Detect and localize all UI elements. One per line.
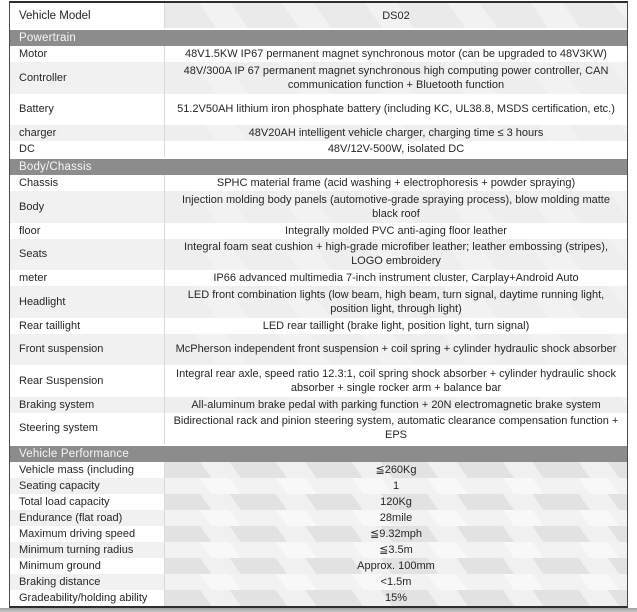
spec-value-text: ≦3.5m [379, 544, 413, 556]
spec-label [10, 526, 164, 542]
spec-value-text: ≦9.32mph [369, 528, 423, 540]
spec-label [10, 286, 164, 318]
spec-label-text: Seating capacity [19, 480, 100, 492]
spec-value-text: McPherson independent front suspension + coil spring + cylinder hydraulic shock absorber [175, 343, 617, 356]
spec-value-text: ≦260Kg [375, 464, 417, 476]
spec-value-text: Integral foam seat cushion + high-grade microfiber leather; leather embossing (stripes), LOGO embroidery [183, 241, 608, 268]
spec-row [10, 318, 627, 334]
spec-value [164, 94, 627, 126]
spec-row [10, 365, 627, 397]
spec-label [10, 558, 164, 574]
spec-value [164, 141, 627, 157]
section-header-bar [10, 446, 627, 462]
spec-value-text: Approx. 100mm [357, 560, 435, 572]
spec-label [10, 141, 164, 157]
spec-row [10, 223, 627, 239]
model-label-text: Vehicle Model [19, 9, 91, 22]
spec-value [164, 62, 627, 94]
spec-value-text: Integrally molded PVC anti-aging floor leather [285, 224, 507, 237]
spec-label [10, 365, 164, 397]
spec-value [164, 590, 627, 606]
spec-value-text: 48V1.5KW IP67 permanent magnet synchronous motor (can be upgraded to 48V3KW) [185, 48, 607, 60]
spec-label [10, 510, 164, 526]
spec-label-text: Rear taillight [19, 319, 81, 332]
spec-row [10, 125, 627, 141]
spec-row [10, 46, 627, 62]
spec-label-text: DC [19, 143, 35, 155]
spec-label-text: floor [19, 224, 41, 237]
spec-label [10, 542, 164, 558]
spec-label-text: charger [19, 127, 57, 139]
spec-row [10, 590, 627, 606]
spec-row [10, 62, 627, 94]
spec-value-text: 48V/300A IP 67 permanent magnet synchronous high computing power controller, CAN communication function + Bluetooth function [183, 64, 609, 91]
spec-value [164, 286, 627, 318]
spec-value [164, 46, 627, 62]
spec-value [164, 542, 627, 558]
spec-label-text: Minimum turning radius [19, 544, 134, 556]
spec-value [164, 397, 627, 413]
spec-value-text: Injection molding body panels (automotive-grade spraying process), blow molding matte black roof [181, 193, 610, 220]
spec-value-text: LED rear taillight (brake light, position light, turn signal) [262, 319, 530, 332]
spec-label [10, 494, 164, 510]
spec-row [10, 397, 627, 413]
spec-label-text: Total load capacity [19, 496, 110, 508]
spec-label [10, 239, 164, 271]
spec-label-text: Body [19, 200, 45, 213]
spec-row [10, 191, 627, 223]
spec-label-text: Steering system [19, 422, 98, 435]
spec-value [164, 365, 627, 397]
spec-value-text: 1 [392, 480, 400, 492]
spec-row [10, 478, 627, 494]
spec-label [10, 191, 164, 223]
spec-row [10, 334, 627, 366]
spec-value [164, 574, 627, 590]
spec-label-text: Seats [19, 248, 48, 261]
section-title: Vehicle Performance [19, 448, 129, 460]
spec-label-text: Braking system [19, 398, 95, 411]
spec-value [164, 191, 627, 223]
spec-row [10, 510, 627, 526]
page-edge-shadow [0, 608, 637, 612]
model-label [10, 3, 164, 28]
spec-label [10, 478, 164, 494]
spec-value [164, 478, 627, 494]
spec-value [164, 462, 627, 478]
spec-value [164, 270, 627, 286]
spec-row [10, 558, 627, 574]
spec-value-text: 120Kg [380, 496, 412, 508]
spec-label-text: Maximum driving speed [19, 528, 136, 540]
spec-row [10, 526, 627, 542]
spec-label-text: Battery [19, 103, 54, 116]
spec-value [164, 175, 627, 191]
spec-label-text: Gradeability/holding ability [19, 592, 148, 604]
spec-row [10, 462, 627, 478]
spec-value-text: 48V20AH intelligent vehicle charger, charging time ≤ 3 hours [248, 127, 544, 139]
spec-label-text: Headlight [19, 295, 66, 308]
spec-label [10, 318, 164, 334]
section-header-bar [10, 30, 627, 46]
spec-label [10, 175, 164, 191]
spec-label [10, 270, 164, 286]
spec-value-text: 28mile [379, 512, 413, 524]
spec-value [164, 125, 627, 141]
spec-value-text: 48V/12V-500W, isolated DC [327, 143, 465, 155]
spec-value-text: SPHC material frame (acid washing + electrophoresis + powder spraying) [216, 177, 576, 189]
section-title: Powertrain [19, 32, 76, 44]
spec-row [10, 574, 627, 590]
model-value [164, 3, 627, 28]
spec-label-text: Endurance (flat road) [19, 512, 123, 524]
spec-value-text: Bidirectional rack and pinion steering system, automatic clearance compensation function + EPS [173, 415, 619, 442]
spec-label-text: Braking distance [19, 576, 101, 588]
spec-row [10, 239, 627, 271]
spec-row [10, 270, 627, 286]
model-row [10, 3, 627, 28]
spec-label-text: Controller [19, 71, 67, 84]
model-value-text: DS02 [382, 9, 410, 22]
section-title: Body/Chassis [19, 161, 92, 173]
spec-value [164, 239, 627, 271]
spec-value-text: All-aluminum brake pedal with parking function + 20N electromagnetic brake system [191, 398, 601, 411]
spec-row [10, 413, 627, 445]
spec-value [164, 526, 627, 542]
spec-label-text: Minimum ground [19, 560, 101, 572]
spec-section [10, 30, 627, 157]
spec-value-text: IP66 advanced multimedia 7-inch instrument cluster, Carplay+Android Auto [213, 272, 579, 284]
spec-label-text: Motor [19, 48, 48, 60]
spec-row [10, 94, 627, 126]
section-header-bar [10, 159, 627, 175]
spec-row [10, 141, 627, 157]
spec-value [164, 334, 627, 366]
spec-section [10, 446, 627, 606]
spec-label [10, 46, 164, 62]
spec-value-text: Integral rear axle, speed ratio 12.3:1, coil spring shock absorber + cylinder hydraulic shock absorber + single rocker arm + balance bar [176, 367, 616, 394]
spec-row [10, 542, 627, 558]
spec-row [10, 494, 627, 510]
spec-label [10, 94, 164, 126]
spec-label [10, 397, 164, 413]
spec-row [10, 175, 627, 191]
spec-label [10, 62, 164, 94]
spec-value [164, 558, 627, 574]
spec-section [10, 159, 627, 444]
spec-value [164, 510, 627, 526]
spec-value [164, 494, 627, 510]
spec-value-text: 51.2V50AH lithium iron phosphate battery (including KC, UL38.8, MSDS certification, etc.) [177, 103, 615, 116]
spec-label [10, 125, 164, 141]
spec-value [164, 413, 627, 445]
spec-label-text: Front suspension [19, 343, 104, 356]
spec-label [10, 223, 164, 239]
spec-value-text: <1.5m [380, 576, 412, 588]
spec-label-text: Rear Suspension [19, 374, 104, 387]
spec-row [10, 286, 627, 318]
spec-label-text: meter [19, 272, 48, 284]
vehicle-spec-table [9, 1, 628, 608]
spec-value [164, 223, 627, 239]
spec-label [10, 574, 164, 590]
spec-value [164, 318, 627, 334]
spec-value-text: LED front combination lights (low beam, high beam, turn signal, daytime running light, position light, through light) [187, 288, 605, 315]
spec-label-text: Chassis [19, 177, 59, 189]
spec-label [10, 334, 164, 366]
spec-label-text: Vehicle mass (including [19, 464, 134, 476]
spec-label [10, 590, 164, 606]
spec-label [10, 462, 164, 478]
spec-label [10, 413, 164, 445]
spec-value-text: 15% [384, 592, 408, 604]
